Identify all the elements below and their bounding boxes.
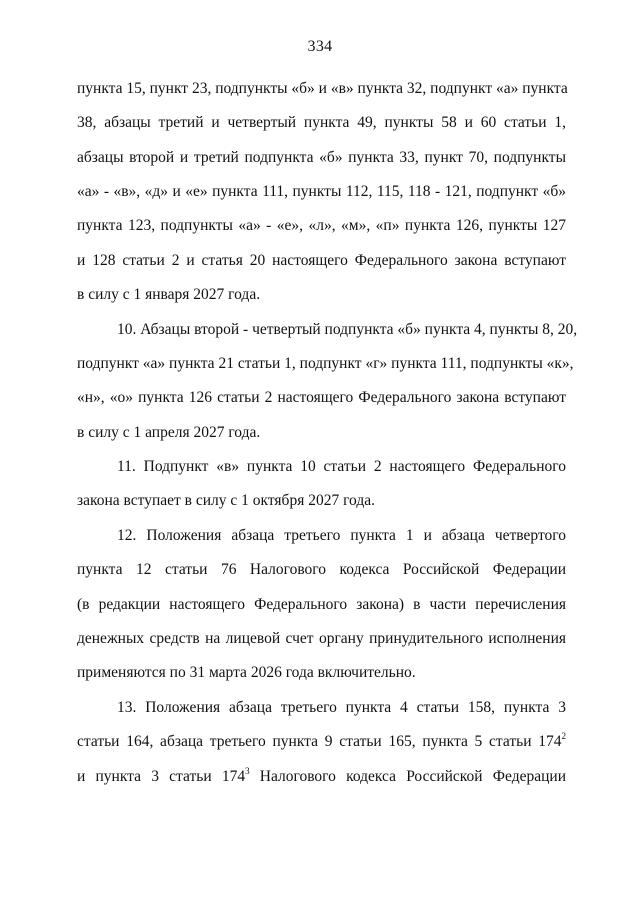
line-text: статьи 164, абзаца третьего пункта 9 статьи 165, пункта 5 статьи 174 — [77, 733, 562, 750]
superscript: 2 — [561, 731, 566, 741]
paragraph-line: 13. Положения абзаца третьего пункта 4 статьи 158, пункта 3 — [117, 699, 566, 716]
paragraph-line: 12. Положения абзаца третьего пункта 1 и абзаца четвертого — [117, 527, 566, 544]
paragraph-line: (в редакции настоящего Федерального закона) в части перечисления — [77, 596, 566, 613]
paragraph-line: применяются по 31 марта 2026 года включительно. — [77, 664, 416, 681]
page-number: 334 — [307, 38, 333, 55]
paragraph-line — [77, 732, 566, 752]
line-text: Налогового кодекса Российской Федерации — [259, 768, 566, 785]
line-text: и пункта 3 статьи 174 — [77, 768, 246, 785]
paragraph-line: денежных средств на лицевой счет органу принудительного исполнения — [77, 630, 566, 647]
paragraph-line: «а» - «в», «д» и «е» пункта 111, пункты 112, 115, 118 - 121, подпункт «б» — [77, 183, 566, 200]
paragraph-line: пункта 15, пункт 23, подпункты «б» и «в» пункта 32, подпункт «а» пункта — [77, 80, 568, 97]
paragraph-line — [77, 767, 566, 787]
paragraph-line: подпункт «а» пункта 21 статьи 1, подпункт «г» пункта 111, подпункты «к», — [77, 355, 574, 372]
paragraph-line: 11. Подпункт «в» пункта 10 статьи 2 настоящего Федерального — [117, 458, 566, 475]
paragraph-line: 38, абзацы третий и четвертый пункта 49, пункты 58 и 60 статьи 1, — [77, 114, 566, 131]
paragraph-line: 10. Абзацы второй - четвертый подпункта «б» пункта 4, пункты 8, 20, — [117, 321, 578, 338]
paragraph-line: закона вступает в силу с 1 октября 2027 года. — [77, 492, 375, 509]
paragraph-line: в силу с 1 января 2027 года. — [77, 286, 261, 303]
superscript: 3 — [245, 766, 250, 776]
paragraph-line: пункта 123, подпункты «а» - «е», «л», «м», «п» пункта 126, пункты 127 — [77, 217, 566, 234]
paragraph-line: «н», «о» пункта 126 статьи 2 настоящего Федерального закона вступают — [77, 389, 566, 406]
paragraph-line: абзацы второй и третий подпункта «б» пункта 33, пункт 70, подпункты — [77, 149, 566, 166]
paragraph-line: и 128 статьи 2 и статья 20 настоящего Федерального закона вступают — [77, 252, 566, 269]
paragraph-line: в силу с 1 апреля 2027 года. — [77, 424, 261, 441]
paragraph-line: пункта 12 статьи 76 Налогового кодекса Российской Федерации — [77, 561, 566, 578]
